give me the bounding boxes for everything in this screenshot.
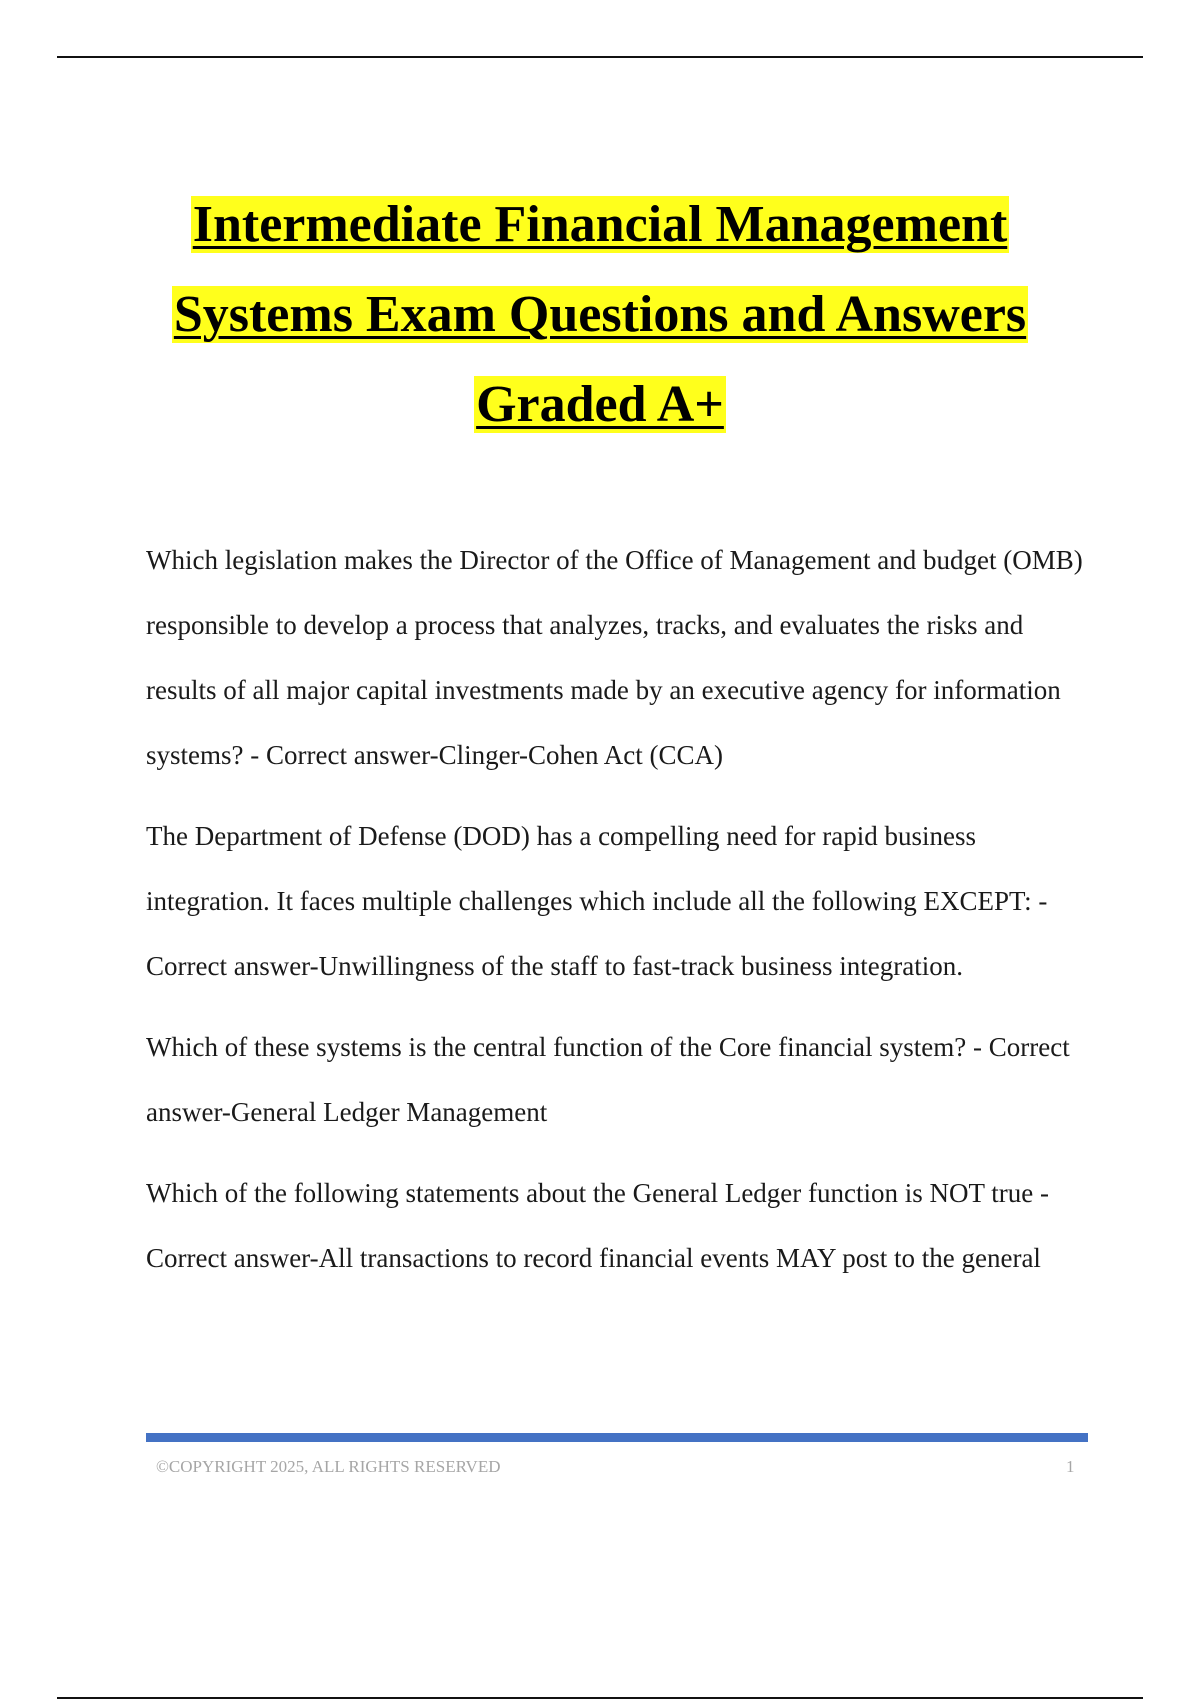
qa-paragraph-3: Which of these systems is the central function of the Core financial system? - Correct answer-General Ledger Management [146,1032,1070,1127]
title-line-1: Intermediate Financial Management [192,196,1008,253]
title-line-2: Systems Exam Questions and Answers [173,286,1027,343]
title-line [60,270,1140,360]
document-body [146,528,1096,1307]
page-number: 1 [1066,1457,1075,1476]
footer-copyright: ©COPYRIGHT 2025, ALL RIGHTS RESERVED [156,1457,501,1476]
document-title [60,180,1140,450]
bottom-rule [57,1697,1143,1699]
qa-paragraph-2: The Department of Defense (DOD) has a compelling need for rapid business integration. It faces multiple challenges which include all the following EXCEPT: - Correct answer-Unwillingness of the staff to fast-track business integration. [146,821,1048,981]
qa-paragraph-4: Which of the following statements about the General Ledger function is NOT true - Correct answer-All transactions to record financial events MAY post to the general [146,1178,1049,1273]
footer-bar [146,1433,1088,1442]
top-rule [57,56,1143,58]
title-line [60,360,1140,450]
title-line [60,180,1140,270]
qa-paragraph-1: Which legislation makes the Director of the Office of Management and budget (OMB) responsible to develop a process that analyzes, tracks, and evaluates the risks and results of all major capital investments made by an executive agency for information systems? - Correct answer-Clinger-Cohen Act (CCA) [146,545,1083,770]
title-line-3: Graded A+ [476,376,724,433]
